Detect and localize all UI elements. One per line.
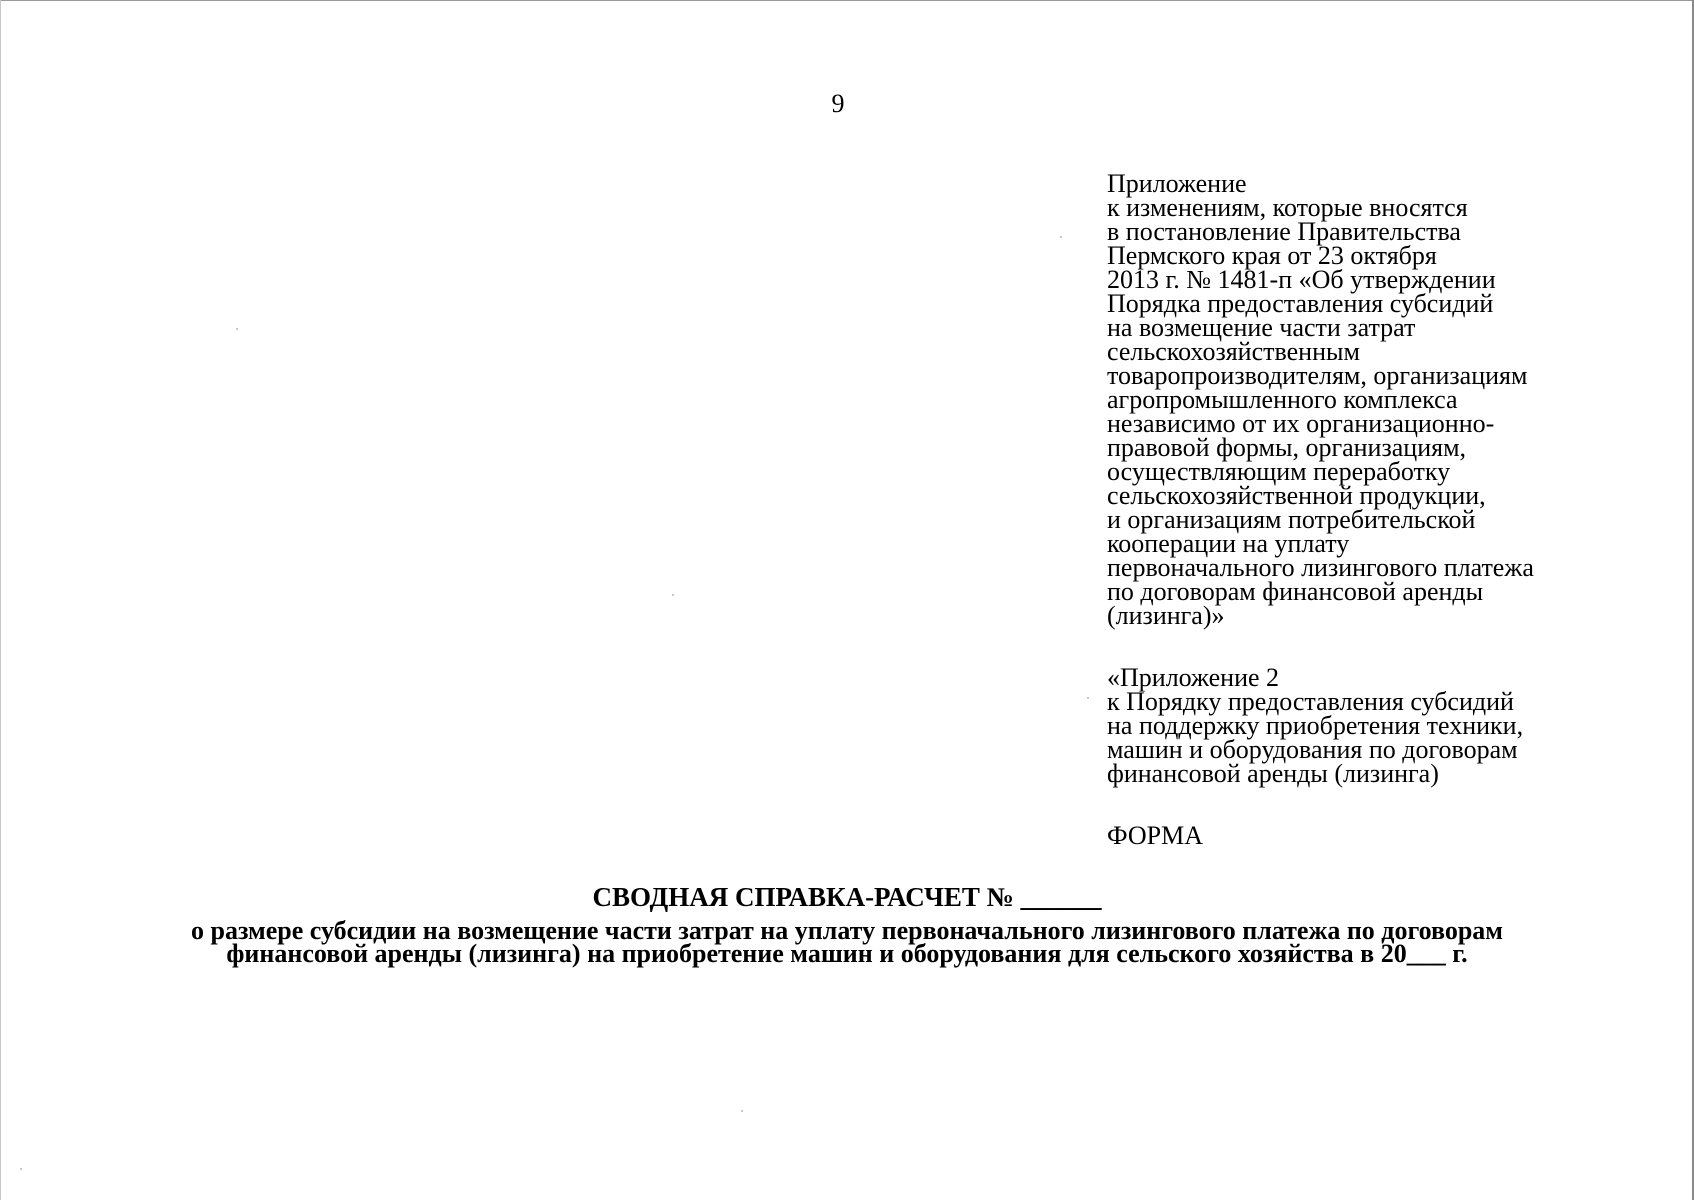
appendix-line: кооперации на уплату: [1107, 529, 1350, 558]
appendix-line: в постановление Правительства: [1107, 217, 1461, 246]
appendix-2-heading-block: [1107, 663, 1524, 788]
subtitle-line: о размере субсидии на возмещение части затрат на уплату первоначального лизингового платежа по договорам: [190, 916, 1504, 945]
page-number: 9: [831, 89, 845, 118]
scan-speck: [1060, 236, 1062, 238]
appendix-line: на возмещение части затрат: [1107, 313, 1416, 342]
appendix-line: сельскохозяйственным: [1107, 337, 1360, 366]
appendix-line: правовой формы, организациям,: [1107, 433, 1467, 462]
appendix-line: осуществляющим переработку: [1107, 457, 1451, 486]
appendix-line: первоначального лизингового платежа: [1107, 553, 1534, 582]
appendix-heading-block: [1107, 169, 1534, 630]
appendix-2-line: «Приложение 2: [1107, 663, 1280, 692]
appendix-2-line: финансовой аренды (лизинга): [1107, 759, 1439, 788]
scan-speck: [236, 328, 238, 330]
appendix-2-line: на поддержку приобретения техники,: [1107, 711, 1524, 740]
appendix-line: сельскохозяйственной продукции,: [1107, 481, 1486, 510]
appendix-line: к изменениям, которые вносятся: [1107, 193, 1468, 222]
appendix-line: Порядка предоставления субсидий: [1107, 289, 1494, 318]
scan-speck: [20, 1168, 22, 1170]
scan-speck: [672, 594, 674, 596]
appendix-line: агропромышленного комплекса: [1107, 385, 1458, 414]
appendix-2-line: к Порядку предоставления субсидий: [1107, 687, 1514, 716]
appendix-line: товаропроизводителям, организациям: [1107, 361, 1528, 390]
appendix-line: независимо от их организационно-: [1107, 409, 1495, 438]
scan-top-edge: [0, 0, 1694, 1]
document-title: СВОДНАЯ СПРАВКА-РАСЧЕТ № ______: [592, 882, 1102, 912]
scan-speck: [1087, 697, 1089, 699]
scan-left-edge: [0, 0, 1, 1200]
appendix-line: (лизинга)»: [1107, 601, 1225, 630]
appendix-line: и организациям потребительской: [1107, 505, 1476, 534]
document-subtitle: [100, 916, 1594, 968]
form-label: ФОРМА: [1107, 821, 1203, 850]
appendix-line: Приложение: [1107, 169, 1247, 198]
appendix-line: Пермского края от 23 октября: [1107, 241, 1437, 270]
scan-speck: [741, 1110, 743, 1112]
appendix-line: по договорам финансовой аренды: [1107, 577, 1484, 606]
appendix-line: 2013 г. № 1481-п «Об утверждении: [1107, 265, 1496, 294]
appendix-2-line: машин и оборудования по договорам: [1107, 735, 1518, 764]
subtitle-line: финансовой аренды (лизинга) на приобретение машин и оборудования для сельского хозяйства в 20___ г.: [226, 939, 1468, 968]
